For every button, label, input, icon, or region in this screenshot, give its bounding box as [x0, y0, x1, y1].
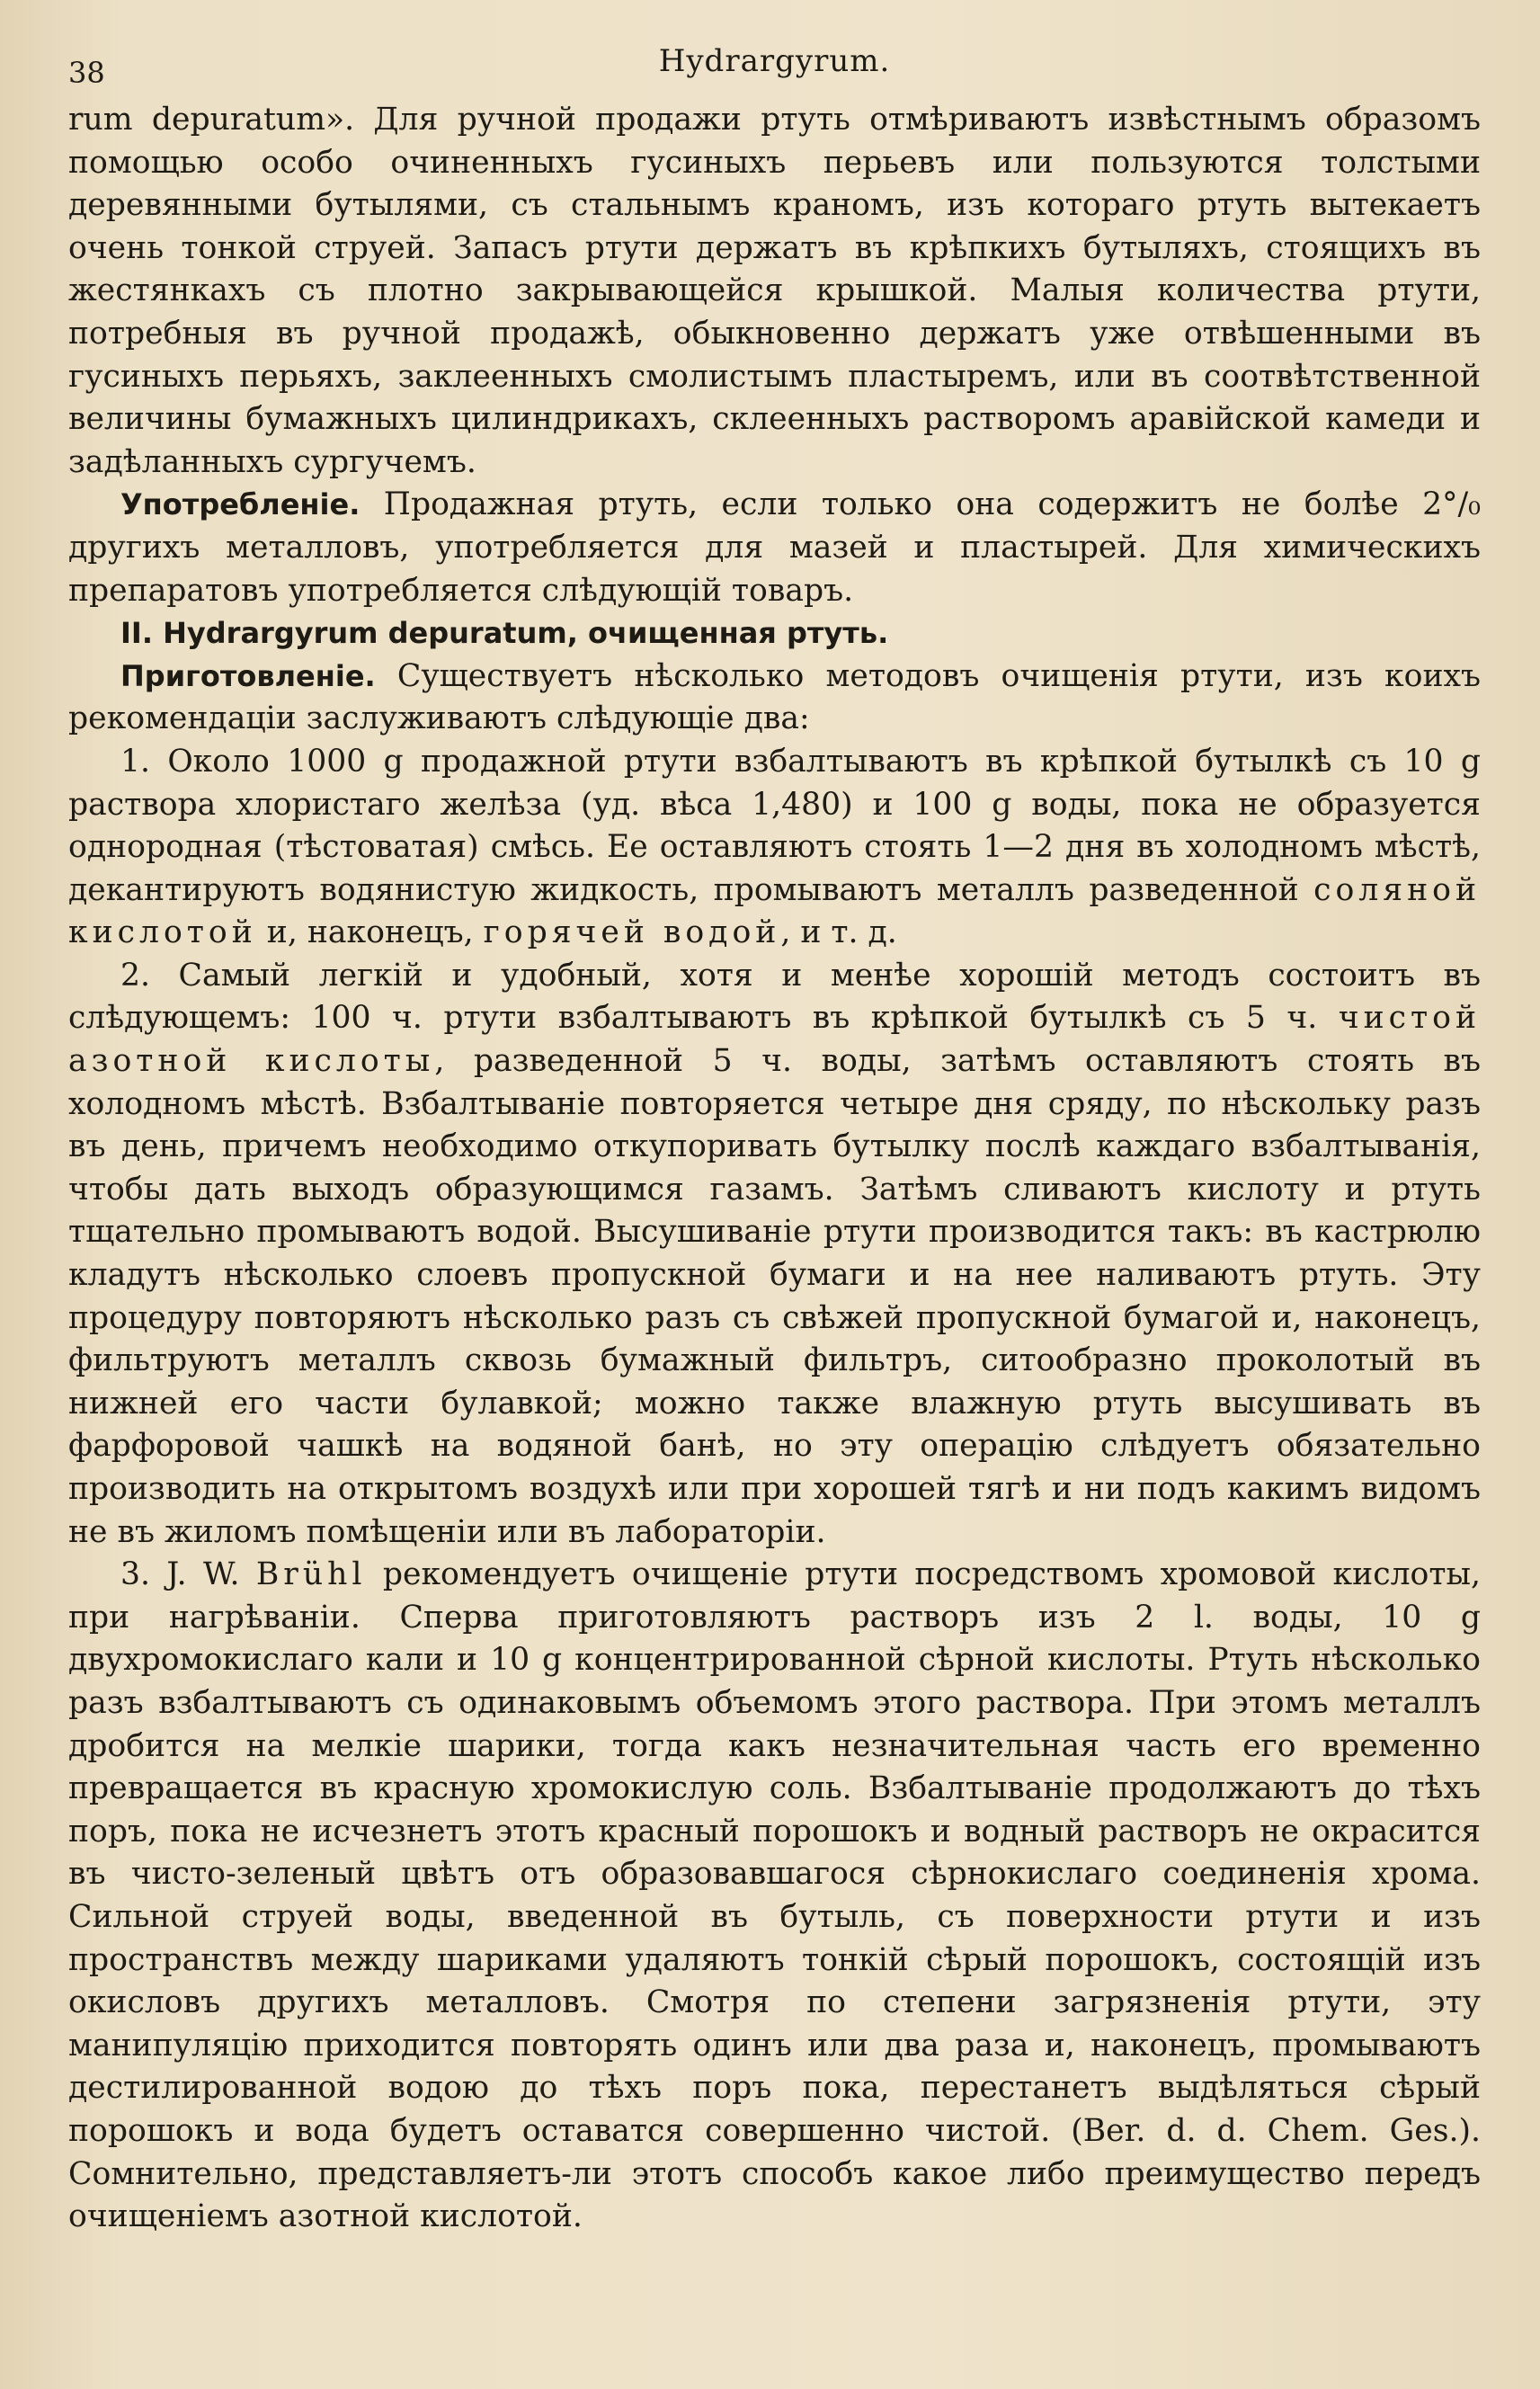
method-3-text-b: рекомендуетъ очищеніе ртути посредствомъ хромовой кислоты, при нагрѣваніи. Сперва приготовляютъ растворъ изъ 2 l. воды, 10 g двухромокислаго кали и 10 g концентрированной сѣрной кислоты. Ртуть нѣсколько разъ взбалтываютъ съ одинаковымъ объемомъ этого раствора. При этомъ металлъ дробится на мелкіе шарики, тогда какъ незначительная часть его временно превращается въ красную хромокислую соль. Взбалтываніе продолжаютъ до тѣхъ поръ, пока не исчезнетъ этотъ красный порошокъ и водный растворъ не окрасится въ чисто-зеленый цвѣтъ отъ образовавшагося сѣрнокислаго соединенія хрома. Сильной струей воды, введенной въ бутыль, съ поверхности ртути и изъ пространствъ между шариками удаляютъ тонкій сѣрый порошокъ, состоящій изъ окисловъ другихъ металловъ. Смотря по степени загрязненія ртути, эту манипуляцію приходится повторять одинъ или два раза и, наконецъ, промываютъ дестилированной водою до тѣхъ поръ пока, перестанетъ выдѣляться сѣрый порошокъ и вода будетъ оставатся совершенно чистой. (Ber. d. d. Chem. Ges.). Сомнительно, представляетъ-ли этотъ способъ какое либо преимущество передъ очищеніемъ азотной кислотой.	[68, 1556, 1481, 2235]
page-number: 38	[68, 56, 105, 90]
section-heading-text: II. Hydrargyrum depuratum, очищенная ртуть.	[120, 616, 889, 651]
method-3-author: Brühl	[255, 1556, 367, 1593]
method-1-text-a: 1. Около 1000 g продажной ртути взбалтываютъ въ крѣпкой бутылкѣ съ 10 g раствора хлористаго желѣза (уд. вѣса 1,480) и 100 g воды, пока не образуется однородная (тѣстоватая) смѣсь. Ее оставляютъ стоять 1—2 дня въ холодномъ мѣстѣ, декантируютъ водянистую жидкость, промываютъ металлъ разведенной	[68, 743, 1481, 908]
usage-text: Продажная ртуть, если только она содержитъ не болѣе 2°/₀ другихъ металловъ, употребляется для мазей и пластырей. Для химическихъ препаратовъ употребляется слѣдующій товаръ.	[68, 486, 1481, 609]
method-2-text-a: 2. Самый легкій и удобный, хотя и менѣе хорошій методъ состоитъ въ слѣдующемъ: 100 ч. ртути взбалтываютъ въ крѣпкой бутылкѣ съ 5 ч.	[68, 957, 1481, 1037]
paragraph-usage	[68, 484, 1481, 612]
method-1	[68, 741, 1481, 955]
method-2-text-b: , разведенной 5 ч. воды, затѣмъ оставляютъ стоять въ холодномъ мѣстѣ. Взбалтываніе повторяется четыре дня сряду, по нѣскольку разъ въ день, причемъ необходимо откупоривать бутылку послѣ каждаго взбалтыванія, чтобы дать выходъ образующимся газамъ. Затѣмъ сливаютъ кислоту и ртуть тщательно промываютъ водой. Высушиваніе ртути производится такъ: въ кастрюлю кладутъ нѣсколько слоевъ пропускной бумаги и на нее наливаютъ ртуть. Эту процедуру повторяютъ нѣсколько разъ съ свѣжей пропускной бумагой и, наконецъ, фильтруютъ металлъ сквозь бумажный фильтръ, ситообразно проколотый въ нижней его части булавкой; можно также влажную ртуть высушивать въ фарфоровой чашкѣ на водяной банѣ, но эту операцію слѣдуетъ обязательно производить на открытомъ воздухѣ или при хорошей тягѣ и ни подъ какимъ видомъ не въ жиломъ помѣщеніи или въ лабораторіи.	[68, 1043, 1482, 1550]
paragraph-preparation	[68, 655, 1481, 741]
running-title: Hydrargyrum.	[658, 43, 891, 79]
preparation-text: Существуетъ нѣсколько методовъ очищенія ртути, изъ коихъ рекомендаціи заслуживаютъ слѣдующіе два:	[68, 657, 1481, 737]
method-1-spaced-2: горячей водой	[483, 914, 781, 951]
method-3-text-a: 3. J. W.	[120, 1556, 256, 1593]
method-1-text-c: , и т. д.	[780, 914, 897, 951]
paragraph-trade-handling: rum depuratum». Для ручной продажи ртуть отмѣриваютъ извѣстнымъ образомъ помощью особо очиненныхъ гусиныхъ перьевъ или пользуются толстыми деревянными бутылями, съ стальнымъ краномъ, изъ котораго ртуть вытекаетъ очень тонкой струей. Запасъ ртути держатъ въ крѣпкихъ бутыляхъ, стоящихъ въ жестянкахъ съ плотно закрывающейся крышкой. Малыя количества ртути, потребныя въ ручной продажѣ, обыкновенно держатъ уже отвѣшенными въ гусиныхъ перьяхъ, заклеенныхъ смолистымъ пластыремъ, или въ соотвѣтственной величины бумажныхъ цилиндрикахъ, склеенныхъ растворомъ аравійской камеди и задѣланныхъ сургучемъ.	[68, 102, 1481, 480]
method-2-spaced: чистой азотной кислоты	[68, 1000, 1481, 1080]
method-1-text-b: и, наконецъ,	[256, 914, 484, 951]
preparation-label: Приготовленіе.	[120, 658, 376, 693]
usage-label: Употребленіе.	[120, 487, 361, 522]
running-head	[68, 36, 1481, 99]
method-1-spaced-1: соляной кислотой	[68, 871, 1481, 951]
body-text	[68, 99, 1481, 2239]
section-heading	[68, 612, 1481, 655]
method-2	[68, 955, 1481, 1554]
method-3	[68, 1554, 1481, 2239]
